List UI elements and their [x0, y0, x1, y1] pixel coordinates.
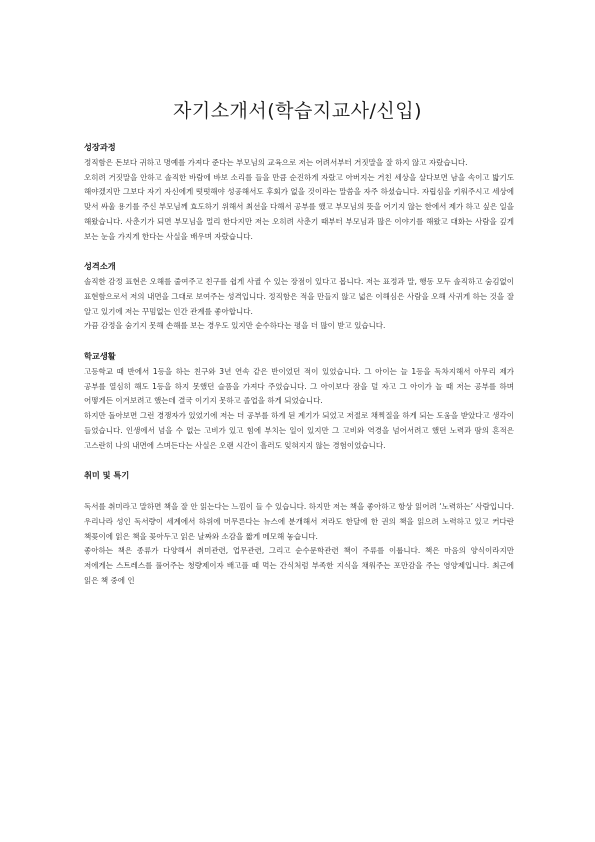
- paragraph: 가끔 감정을 숨기지 못해 손해를 보는 경우도 있지만 순수하다는 평을 더 많이 받고 있습니다.: [84, 321, 386, 331]
- section-spacer: [84, 244, 514, 260]
- section-growth: [84, 141, 514, 244]
- section-heading-school-life: 학교생활: [84, 351, 116, 362]
- section-heading-hobbies: 취미 및 특기: [84, 470, 130, 481]
- heading-spacer: [84, 484, 514, 500]
- paragraph: 오히려 거짓말을 안하고 솔직한 바람에 바보 소리를 들을 만큼 순진하게 자랐고 아버지는 거친 세상을 살다보면 남을 속이고 밟기도 해야겠지만 그보다 자기 자신에게 떳떳해야 성공해서도 후회가 없을 것이라는 말씀을 자주 하셨습니다. 자립심을 키워주시고 세상에 맞서 싸울 용기를 주신 부모님께 효도하기 위해서 최선을 다해서 공부를 했고 부모님의 뜻을 어기지 않는 한에서 제가 하고 싶은 일을 해왔습니다. 사춘기가 되면 부모님을 멀리 한다지만 저는 오히려 사춘기 때부터 부모님과 많은 이야기를 해왔고 대화는 사람을 깊게 보는 눈을 가지게 한다는 사실을 배우며 자랐습니다.: [84, 172, 514, 241]
- paragraph: 하지만 돌아보면 그런 경쟁자가 있었기에 저는 더 공부를 하게 된 계기가 되었고 저절로 채찍질을 하게 되는 도움을 받았다고 생각이 들었습니다. 인생에서 넘을 수 없는 고비가 있고 힘에 부치는 일이 있지만 그 고비와 역경을 넘어서려고 했던 노력과 땀의 흔적은 고스란히 나의 내면에 스며든다는 사실은 오랜 시간이 흘러도 잊혀지지 않는 경험이었습니다.: [84, 411, 514, 450]
- paragraph: 좋아하는 책은 종류가 다양해서 취미관련, 업무관련, 그리고 순수문학관련 책이 주류를 이룹니다. 책은 마음의 양식이라지만 저에게는 스트레스를 풀어주는 청량제이자 배고플 때 먹는 간식처럼 부족한 지식을 채워주는 포만감을 주는 영양제입니다. 최근에 읽은 책 중에 인: [84, 546, 514, 585]
- paragraph: 독서를 취미라고 말하면 책을 잘 안 읽는다는 느낌이 들 수 있습니다. 하지만 저는 책을 좋아하고 항상 읽어려 ‘노력하는’ 사람입니다. 우리나라 성인 독서량이 세계에서 하위에 머무른다는 뉴스에 분개해서 저라도 한달에 한 권의 책을 읽으려 노력하고 있고 커다란 책꽂이에 읽은 책을 꽂아두고 읽은 날짜와 소감을 짧게 메모해 놓습니다.: [84, 502, 514, 541]
- paragraph: 고등학교 때 반에서 1등을 하는 친구와 3년 연속 같은 반이었던 적이 있었습니다. 그 아이는 늘 1등을 독차지해서 아무리 제가 공부를 열심히 해도 1등을 하지 못했던 슬픔을 가져다 주었습니다. 그 아이보다 잠을 덜 자고 그 아이가 놀 때 저는 공부를 하며 어떻게든 이겨보려고 했는데 결국 이기지 못하고 졸업을 하게 되었습니다.: [84, 367, 514, 406]
- paragraph: 솔직한 감정 표현은 오해를 줄여주고 친구를 쉽게 사귈 수 있는 장점이 있다고 봅니다. 저는 표정과 말, 행동 모두 솔직하고 숨김없이 표현함으로서 저의 내면을 그대로 보여주는 성격입니다. 정직함은 적을 만들지 않고 넓은 이해심은 사람을 오해 사귀게 하는 것을 잘 알고 있기에 저는 꾸밈없는 인간 관계를 좋아합니다.: [84, 277, 514, 316]
- section-heading-personality: 성격소개: [84, 261, 116, 272]
- section-personality: [84, 260, 514, 334]
- paragraph: 정직함은 돈보다 귀하고 명예를 가져다 준다는 부모님의 교육으로 저는 어려서부터 거짓말을 잘 하지 않고 자랐습니다.: [84, 158, 468, 167]
- document-title: 자기소개서(학습지교사/신입): [173, 100, 422, 122]
- section-school-life: [84, 350, 514, 453]
- section-spacer: [84, 334, 514, 350]
- section-spacer: [84, 453, 514, 469]
- document-body: [84, 141, 514, 588]
- section-heading-growth: 성장과정: [84, 142, 116, 152]
- section-hobbies: [84, 469, 514, 588]
